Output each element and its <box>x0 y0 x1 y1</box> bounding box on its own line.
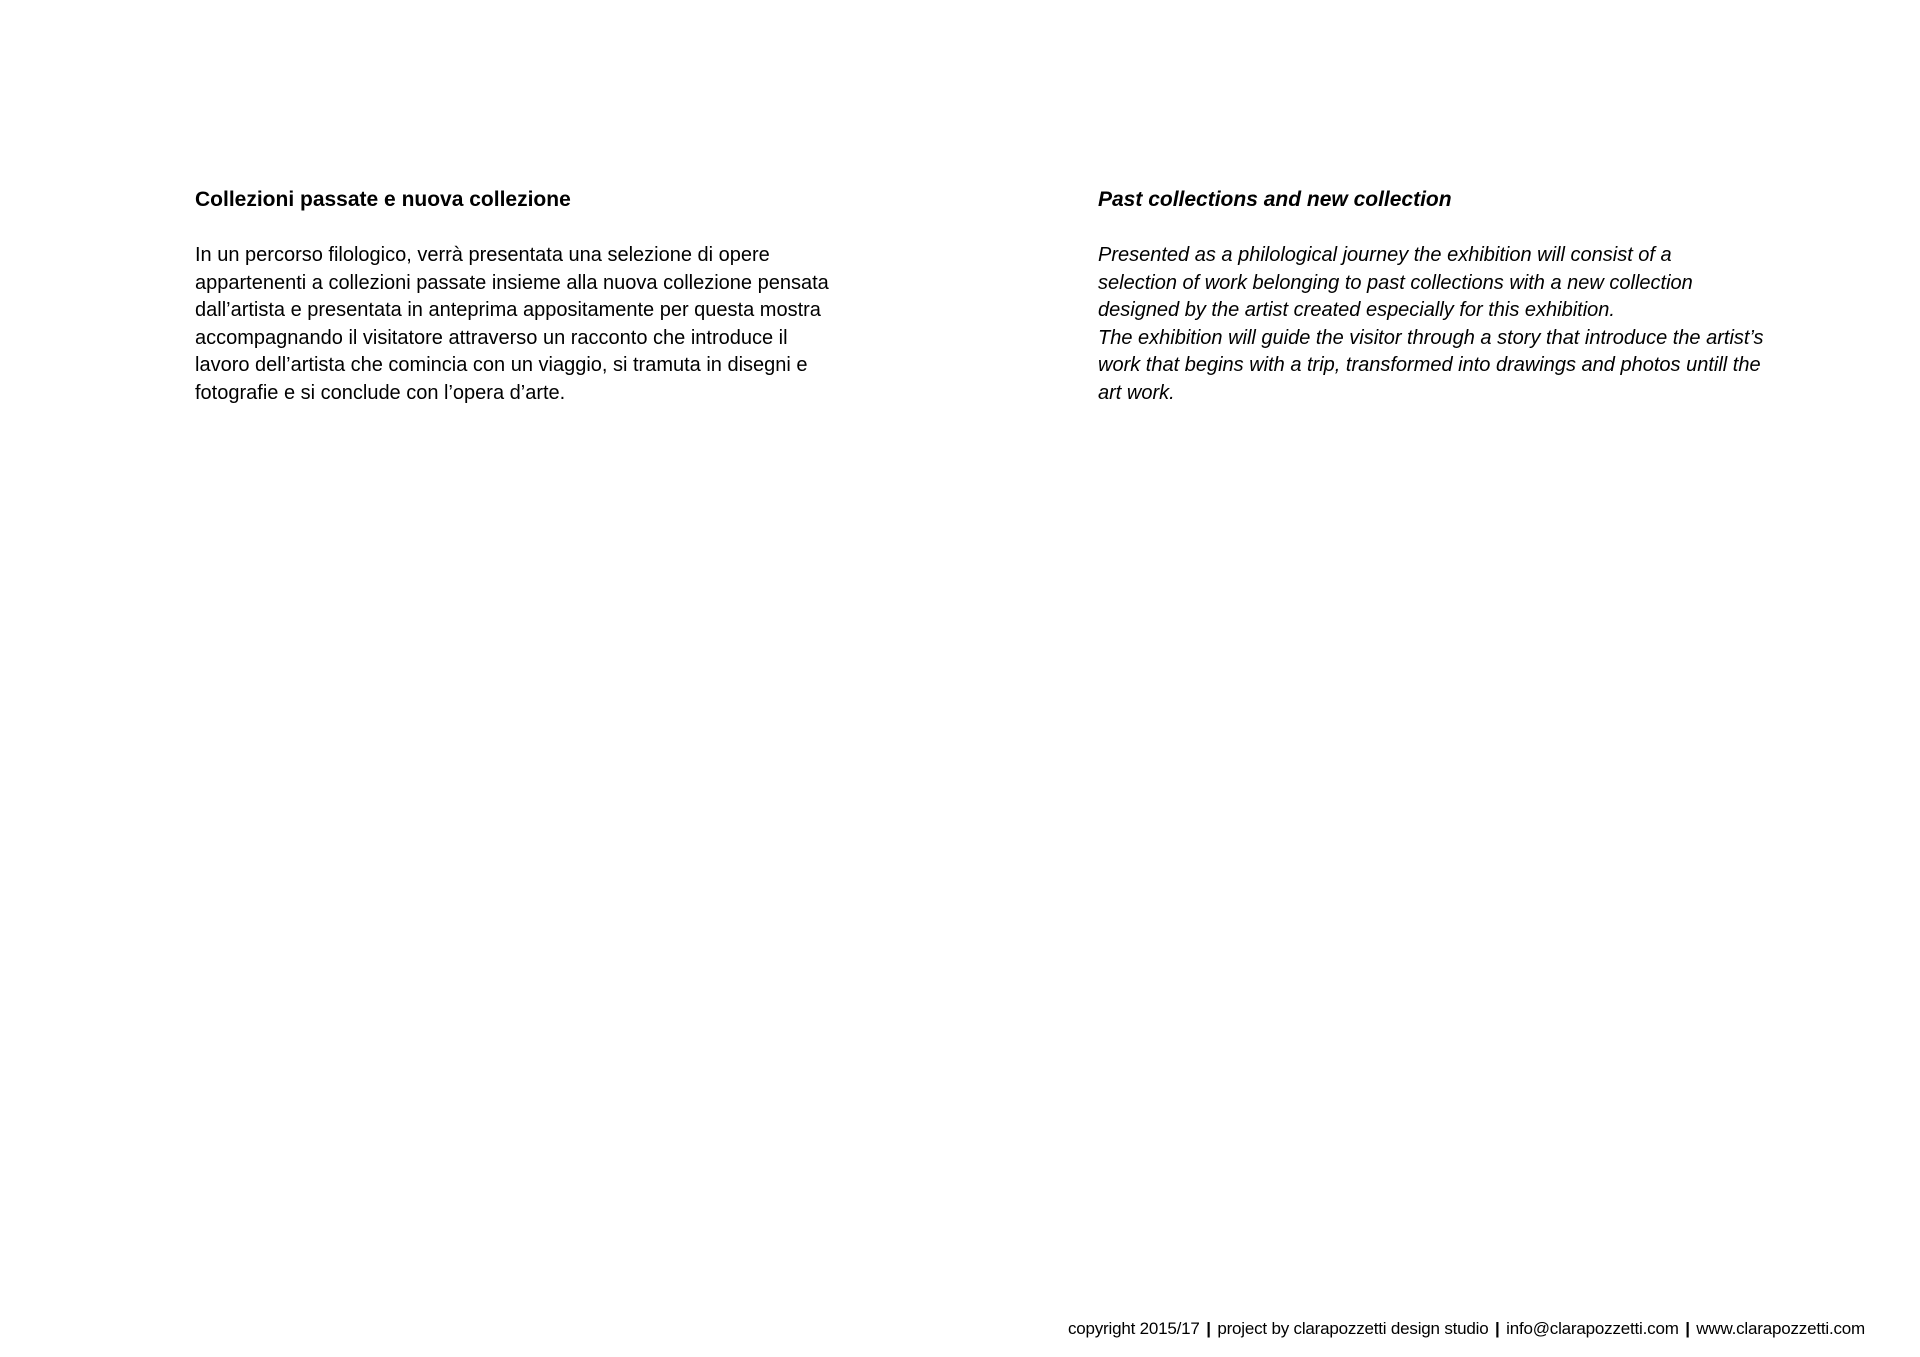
footer-project: project by clarapozzetti design studio <box>1217 1319 1489 1338</box>
italian-title: Collezioni passate e nuova collezione <box>195 188 571 211</box>
italian-body: In un percorso filologico, verrà presentata una selezione di opere appartenenti a collezioni passate insieme alla nuova collezione pensata dall’artista e presentata in anteprima appositamente per questa mostra accompagnando il visitatore attraverso un racconto che introduce il lavoro dell’artista che comincia con un viaggio, si tramuta in disegni e fotografie e si conclude con l’opera d’arte. <box>195 244 829 404</box>
footer-copyright: copyright 2015/17 <box>1067 1319 1200 1338</box>
footer-website-link[interactable]: www.clarapozzetti.com <box>1696 1319 1865 1338</box>
english-section <box>1098 186 1883 408</box>
english-body: Presented as a philological journey the exhibition will consist of a selection of work belonging to past collections with a new collection designed by the artist created especially for this exhibition. The exhibition will guide the visitor through a story that introduce the artist’s work that begins with a trip, transformed into drawings and photos untill the art work. <box>1098 244 1764 404</box>
footer-separator: | <box>1685 1319 1690 1338</box>
footer <box>1068 1317 1865 1341</box>
footer-email-link[interactable]: info@clarapozzetti.com <box>1506 1319 1679 1338</box>
footer-separator: | <box>1495 1319 1500 1338</box>
footer-separator: | <box>1206 1319 1211 1338</box>
italian-section <box>195 186 955 408</box>
english-title: Past collections and new collection <box>1098 188 1452 211</box>
